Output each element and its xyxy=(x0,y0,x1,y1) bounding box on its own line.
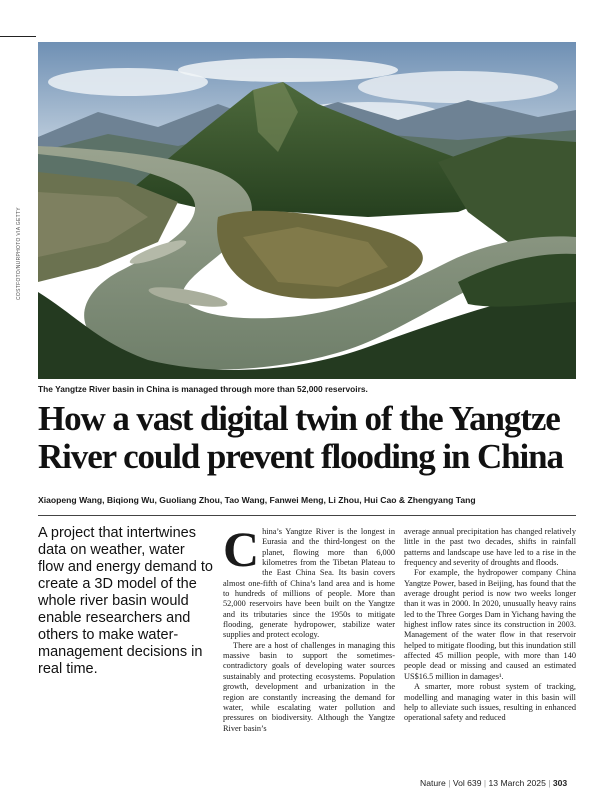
drop-cap: C xyxy=(223,521,260,577)
body-paragraph: A smarter, more robust system of tracking, modelling and managing water in this basin will help to alleviate such issues, resulting in enhanced operational safety and reduced xyxy=(404,682,576,723)
article-title xyxy=(38,400,598,476)
yangtze-river-photo xyxy=(38,42,576,379)
divider xyxy=(38,515,576,516)
body-paragraph: For example, the hydropower company China Yangtze Power, based in Beijing, has found that the average drought period is now two weeks longer than it was in 2000. In 2020, unusually heavy rains led to the Three Gorges Dam in Yichang having the highest inflow rates since its construction in 2003. Management of the water flow in that reservoir helped to mitigate flooding, but this inundation still affected 45 million people, with more than 140 people dead or missing and caused an estimated US$16.5 million in damages¹. xyxy=(404,568,576,681)
photo-credit: COSTFOTO/NURPHOTO VIA GETTY xyxy=(16,207,22,300)
title-line-1: How a vast digital twin of the Yangtze xyxy=(38,399,560,438)
page-number: 303 xyxy=(552,778,568,788)
title-line-2: River could prevent flooding in China xyxy=(38,437,563,476)
photo-caption: The Yangtze River basin in China is managed through more than 52,000 reservoirs. xyxy=(38,384,368,394)
body-column-1 xyxy=(223,521,395,734)
body-paragraph: There are a host of challenges in managing this massive basin to support the sometimes-contradictory goals of developing water sources sustainably and protecting ecosystems. Population growth, development and urbanization in the region are constantly increasing the demand for water, while escalating water pollution and pressures on biodiversity. Although the Yangtze River basin’s xyxy=(223,640,395,733)
journal-name: Nature xyxy=(420,778,446,788)
body-paragraph: average annual precipitation has changed relatively little in the past two decades, shifts in rainfall patterns and landscape use have led to a rise in the frequency and severity of droughts and floods. xyxy=(404,527,576,568)
standfirst: A project that intertwines data on weather, water flow and energy demand to create a 3D model of the whole river basin would enable researchers and others to make water-management decisions in real time. xyxy=(38,525,213,677)
body-paragraph: China’s Yangtze River is the longest in Eurasia and the third-longest on the planet, flowing more than 6,000 kilometres from the Tibetan Plateau to the East China Sea. Its basin covers almost one-fifth of China’s land area and is home to hundreds of millions of people. More than 52,000 reservoirs have been built on the Yangtze and its tributaries since the 1950s to mitigate flooding, generate hydropower, stabilize water supplies and protect ecology. xyxy=(223,521,395,640)
top-rule xyxy=(0,36,36,37)
issue-date: 13 March 2025 xyxy=(488,778,546,788)
body-column-2 xyxy=(404,527,576,724)
volume: Vol 639 xyxy=(452,778,482,788)
author-list: Xiaopeng Wang, Biqiong Wu, Guoliang Zhou, Tao Wang, Fanwei Meng, Li Zhou, Hui Cao & Zhengyang Tang xyxy=(38,495,476,505)
page-footer: Nature | Vol 639 | 13 March 2025 | 303 xyxy=(420,778,568,788)
